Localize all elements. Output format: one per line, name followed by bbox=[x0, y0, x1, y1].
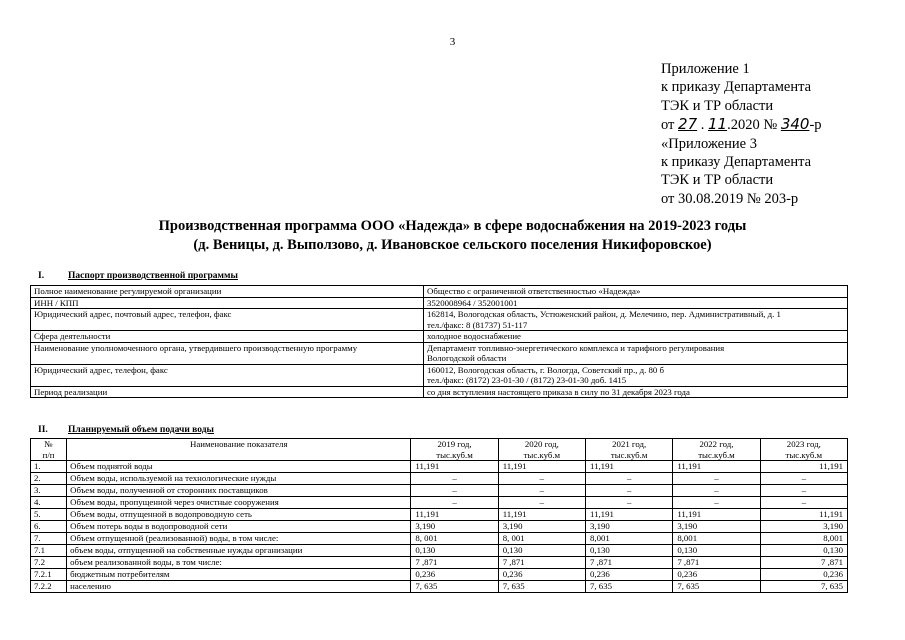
table-row bbox=[31, 497, 848, 509]
passport-label: ИНН / КПП bbox=[31, 297, 424, 309]
header-unit: тыс.куб.м bbox=[785, 449, 823, 460]
year-value-cell: 8,001 bbox=[586, 533, 673, 545]
passport-value-line: 160012, Вологодская область, г. Вологда, Советский пр., д. 80 б bbox=[427, 364, 665, 375]
year-value-cell: – bbox=[673, 497, 760, 509]
row-indicator-name: Объем воды, полученной от сторонних поставщиков bbox=[67, 485, 411, 497]
header-line: 2022 год, bbox=[699, 439, 734, 449]
passport-value bbox=[424, 309, 848, 331]
document-title bbox=[0, 217, 905, 255]
year-value-cell: – bbox=[411, 497, 498, 509]
appendix-line: от 30.08.2019 № 203-р bbox=[661, 190, 799, 207]
passport-label: Юридический адрес, телефон, факс bbox=[31, 364, 424, 386]
year-value-cell: 0,130 bbox=[411, 545, 498, 557]
table-row bbox=[31, 569, 848, 581]
year-value-cell: – bbox=[586, 497, 673, 509]
passport-label: Полное наименование регулируемой организации bbox=[31, 286, 424, 298]
row-indicator-name: населению bbox=[67, 581, 411, 593]
year-value-cell: – bbox=[760, 497, 847, 509]
appendix-line: ТЭК и ТР области bbox=[661, 97, 774, 114]
year-value-cell: 11,191 bbox=[760, 509, 847, 521]
col-header-num bbox=[31, 439, 67, 461]
header-unit: тыс.куб.м bbox=[610, 449, 648, 460]
appendix-date-line bbox=[661, 115, 822, 134]
table-header-row bbox=[31, 439, 848, 461]
year-value-cell: – bbox=[411, 473, 498, 485]
passport-value: 3520008964 / 352001001 bbox=[424, 297, 848, 309]
appendix-block bbox=[661, 60, 822, 208]
year-value-cell: 7, 635 bbox=[673, 581, 760, 593]
section-title: Паспорт производственной программы bbox=[68, 271, 238, 281]
row-number: 7.2.2 bbox=[31, 581, 67, 593]
handwritten-month: 11 bbox=[708, 115, 728, 134]
year-value-cell: – bbox=[586, 485, 673, 497]
appendix-date-prefix: от bbox=[661, 117, 675, 134]
year-value-cell: 3,190 bbox=[673, 521, 760, 533]
table-row bbox=[31, 297, 848, 309]
table-row bbox=[31, 545, 848, 557]
header-line: 2020 год, bbox=[524, 439, 559, 449]
appendix-line: «Приложение 3 bbox=[661, 135, 757, 152]
handwritten-order-number: 340 bbox=[780, 115, 810, 134]
year-value-cell: – bbox=[498, 473, 585, 485]
appendix-line: к приказу Департамента bbox=[661, 154, 812, 171]
header-line: 2019 год, bbox=[437, 439, 472, 449]
header-line: № bbox=[44, 439, 53, 449]
year-value-cell: – bbox=[673, 473, 760, 485]
header-unit: тыс.куб.м bbox=[523, 449, 561, 460]
year-value-cell: 0,236 bbox=[411, 569, 498, 581]
row-number: 6. bbox=[31, 521, 67, 533]
header-unit: тыс.куб.м bbox=[698, 449, 735, 460]
year-value-cell: 7 ,871 bbox=[673, 557, 760, 569]
passport-label: Наименование уполномоченного органа, утвердившего производственную программу bbox=[31, 342, 424, 364]
header-line: п/п bbox=[42, 449, 55, 460]
passport-value-line: 162814, Вологодская область, Устюженский район, д. Мелечино, пер. Административный, д. 1 bbox=[427, 309, 781, 319]
passport-value-line: тел./факс: (8172) 23-01-30 / (8172) 23-01-30 доб. 1415 bbox=[427, 375, 627, 385]
year-value-cell: – bbox=[498, 485, 585, 497]
year-value-cell: – bbox=[760, 485, 847, 497]
row-number: 1. bbox=[31, 461, 67, 473]
title-line-2: (д. Веницы, д. Выползово, д. Ивановское сельского поселения Никифоровское) bbox=[193, 237, 712, 253]
table-row bbox=[31, 364, 848, 386]
appendix-line: Приложение 1 bbox=[661, 61, 750, 77]
col-header-2023 bbox=[760, 439, 847, 461]
table-row bbox=[31, 521, 848, 533]
year-value-cell: 11,191 bbox=[760, 461, 847, 473]
appendix-line: к приказу Департамента bbox=[661, 79, 812, 96]
year-value-cell: 0,130 bbox=[760, 545, 847, 557]
passport-value: Общество с ограниченной ответственностью «Надежда» bbox=[424, 286, 848, 298]
row-number: 7.2 bbox=[31, 557, 67, 569]
row-number: 7.1 bbox=[31, 545, 67, 557]
row-indicator-name: Объем отпущенной (реализованной) воды, в том числе: bbox=[67, 533, 411, 545]
header-line: 2023 год, bbox=[786, 439, 821, 449]
row-number: 7.2.1 bbox=[31, 569, 67, 581]
year-value-cell: 8, 001 bbox=[411, 533, 498, 545]
header-unit: тыс.куб.м bbox=[436, 449, 473, 460]
year-value-cell: 11,191 bbox=[673, 509, 760, 521]
section-number: I. bbox=[38, 271, 45, 281]
year-value-cell: 3,190 bbox=[760, 521, 847, 533]
year-value-cell: 11,191 bbox=[498, 509, 585, 521]
year-value-cell: 11,191 bbox=[498, 461, 585, 473]
table-row bbox=[31, 386, 848, 398]
year-value-cell: – bbox=[498, 497, 585, 509]
year-value-cell: 7 ,871 bbox=[586, 557, 673, 569]
table-row bbox=[31, 331, 848, 343]
passport-label: Период реализации bbox=[31, 386, 424, 398]
year-value-cell: 7, 635 bbox=[498, 581, 585, 593]
table-row bbox=[31, 286, 848, 298]
year-value-cell: 0,130 bbox=[498, 545, 585, 557]
title-line-1: Производственная программа ООО «Надежда» в сфере водоснабжения на 2019-2023 годы bbox=[158, 218, 747, 234]
row-indicator-name: бюджетным потребителям bbox=[67, 569, 411, 581]
year-value-cell: 7, 635 bbox=[760, 581, 847, 593]
row-indicator-name: Объем поднятой воды bbox=[67, 461, 411, 473]
year-value-cell: 0,236 bbox=[673, 569, 760, 581]
row-indicator-name: Объем воды, отпущенной в водопроводную сеть bbox=[67, 509, 411, 521]
year-value-cell: 7, 635 bbox=[586, 581, 673, 593]
water-volume-table bbox=[30, 438, 848, 593]
row-number: 3. bbox=[31, 485, 67, 497]
row-indicator-name: Объем потерь воды в водопроводной сети bbox=[67, 521, 411, 533]
passport-value-line: Вологодской области bbox=[427, 353, 507, 363]
passport-value-line: тел./факс: 8 (81737) 51-117 bbox=[427, 319, 528, 330]
passport-value: холодное водоснабжение bbox=[424, 331, 848, 343]
date-dot: . bbox=[700, 117, 705, 134]
year-value-cell: 0,130 bbox=[586, 545, 673, 557]
year-value-cell: 11,191 bbox=[411, 509, 498, 521]
row-indicator-name: Объем воды, пропущенной через очистные сооружения bbox=[67, 497, 411, 509]
row-indicator-name: объем воды, отпущенной на собственные нужды организации bbox=[67, 545, 411, 557]
table-row bbox=[31, 342, 848, 364]
section-title: Планируемый объем подачи воды bbox=[68, 425, 214, 435]
page-number: 3 bbox=[449, 36, 456, 48]
section-1-heading bbox=[38, 271, 238, 281]
row-indicator-name: объем реализованной воды, в том числе: bbox=[67, 557, 411, 569]
appendix-date-suffix: -р bbox=[809, 117, 822, 134]
handwritten-day: 27 bbox=[678, 115, 698, 134]
passport-value: со дня вступления настоящего приказа в силу по 31 декабря 2023 года bbox=[424, 386, 848, 398]
row-number: 5. bbox=[31, 509, 67, 521]
year-value-cell: 8,001 bbox=[760, 533, 847, 545]
table-row bbox=[31, 533, 848, 545]
table-row bbox=[31, 309, 848, 331]
water-volume-body bbox=[31, 461, 848, 593]
year-value-cell: 3,190 bbox=[411, 521, 498, 533]
year-value-cell: 0,236 bbox=[498, 569, 585, 581]
appendix-date-year: .2020 № bbox=[727, 117, 778, 134]
passport-table bbox=[30, 285, 848, 398]
col-header-2020 bbox=[498, 439, 585, 461]
year-value-cell: 0,236 bbox=[586, 569, 673, 581]
year-value-cell: – bbox=[586, 473, 673, 485]
table-row bbox=[31, 581, 848, 593]
col-header-2022 bbox=[673, 439, 760, 461]
appendix-line: ТЭК и ТР области bbox=[661, 172, 774, 189]
row-number: 7. bbox=[31, 533, 67, 545]
table-row bbox=[31, 461, 848, 473]
year-value-cell: 11,191 bbox=[586, 509, 673, 521]
year-value-cell: 11,191 bbox=[411, 461, 498, 473]
year-value-cell: 3,190 bbox=[586, 521, 673, 533]
table-row bbox=[31, 557, 848, 569]
section-2-heading bbox=[38, 425, 214, 435]
passport-value bbox=[424, 342, 848, 364]
year-value-cell: – bbox=[760, 473, 847, 485]
passport-value-line: Департамент топливно-энергетического комплекса и тарифного регулирования bbox=[427, 342, 725, 353]
year-value-cell: – bbox=[411, 485, 498, 497]
year-value-cell: – bbox=[673, 485, 760, 497]
year-value-cell: 11,191 bbox=[586, 461, 673, 473]
year-value-cell: 8, 001 bbox=[498, 533, 585, 545]
row-indicator-name: Объем воды, используемой на технологические нужды bbox=[67, 473, 411, 485]
year-value-cell: 7 ,871 bbox=[498, 557, 585, 569]
col-header-name: Наименование показателя bbox=[67, 439, 411, 461]
col-header-2019 bbox=[411, 439, 498, 461]
year-value-cell: 11,191 bbox=[673, 461, 760, 473]
passport-value bbox=[424, 364, 848, 386]
passport-label: Юридический адрес, почтовый адрес, телефон, факс bbox=[31, 309, 424, 331]
year-value-cell: 7 ,871 bbox=[411, 557, 498, 569]
col-header-2021 bbox=[586, 439, 673, 461]
section-number: II. bbox=[38, 425, 48, 435]
passport-label: Сфера деятельности bbox=[31, 331, 424, 343]
year-value-cell: 0,236 bbox=[760, 569, 847, 581]
row-number: 4. bbox=[31, 497, 67, 509]
table-row bbox=[31, 485, 848, 497]
table-row bbox=[31, 473, 848, 485]
year-value-cell: 8,001 bbox=[673, 533, 760, 545]
year-value-cell: 7, 635 bbox=[411, 581, 498, 593]
year-value-cell: 7 ,871 bbox=[760, 557, 847, 569]
row-number: 2. bbox=[31, 473, 67, 485]
header-line: 2021 год, bbox=[612, 439, 647, 449]
table-row bbox=[31, 509, 848, 521]
year-value-cell: 0,130 bbox=[673, 545, 760, 557]
year-value-cell: 3,190 bbox=[498, 521, 585, 533]
